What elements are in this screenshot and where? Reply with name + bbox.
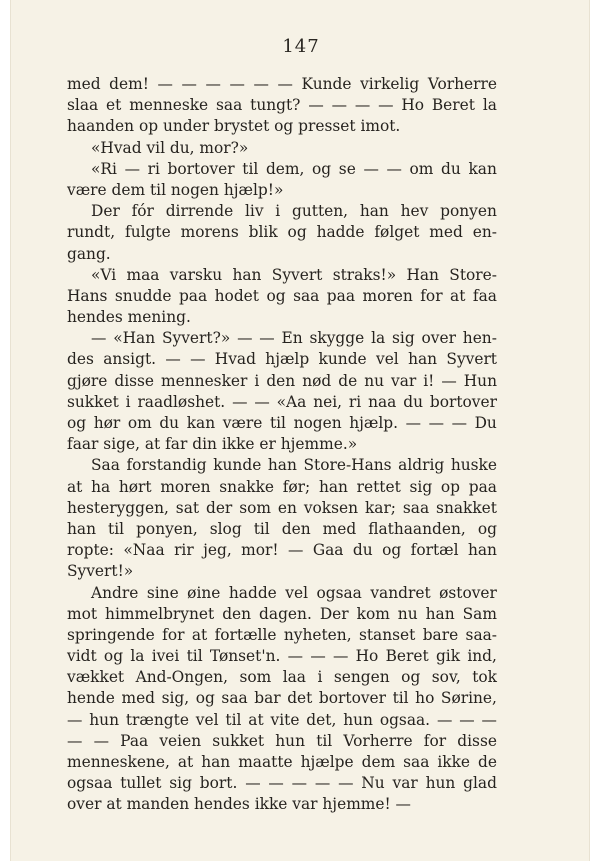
text-line: over at manden hendes ikke var hjemme! —: [67, 795, 411, 814]
text-line: des ansigt. — — Hvad hjælp kunde vel han Syvert: [67, 350, 497, 369]
text-line: med dem! — — — — — — Kunde virkelig Vorherre: [67, 75, 497, 93]
page-edge: [590, 0, 602, 861]
text-line: vidt og la ivei til Tønset'n. — — — Ho Beret gik ind,: [67, 647, 497, 666]
text-line: springende for at fortælle nyheten, stanset bare saa-: [67, 625, 497, 644]
text-line: hende med sig, og saa bar det bortover til ho Sørine,: [67, 689, 497, 708]
text-line: Hans snudde paa hodet og saa paa moren for at faa: [67, 286, 497, 305]
text-line: være dem til nogen hjælp!»: [67, 180, 284, 199]
text-line: — «Han Syvert?» — — En skygge la sig over hen-: [91, 329, 497, 348]
text-line: ropte: «Naa rir jeg, mor! — Gaa du og fortæl han: [67, 541, 497, 560]
text-line: «Ri — ri bortover til dem, og se — — om du kan: [91, 159, 497, 178]
text-line: mot himmelbrynet den dagen. Der kom nu han Sam: [67, 604, 497, 623]
text-line: Saa forstandig kunde han Store-Hans aldrig huske: [91, 456, 497, 475]
text-line: «Hvad vil du, mor?»: [91, 138, 249, 157]
text-line: haanden op under brystet og presset imot.: [67, 117, 401, 136]
text-line: «Vi maa varsku han Syvert straks!» Han Store-: [91, 265, 497, 284]
text-line: at ha hørt moren snakke før; han rettet sig op paa: [67, 477, 497, 496]
text-line: Syvert!»: [67, 562, 134, 581]
text-line: Andre sine øine hadde vel ogsaa vandret østover: [91, 583, 497, 602]
text-line: hendes mening.: [67, 308, 191, 327]
text-line: han til ponyen, slog til den med flathaanden, og: [67, 519, 497, 538]
text-line: gang.: [67, 244, 111, 263]
text-line: og hør om du kan være til nogen hjælp. — — — Du: [67, 414, 497, 432]
text-line: faar sige, at far din ikke er hjemme.»: [67, 435, 358, 454]
text-line: — — Paa veien sukket hun til Vorherre for disse: [67, 731, 497, 750]
text-line: Der fór dirrende liv i gutten, han hev ponyen: [91, 202, 497, 221]
text-line: menneskene, at han maatte hjælpe dem saa ikke de: [67, 753, 497, 771]
text-line: vækket And-Ongen, som laa i sengen og sov, tok: [67, 668, 497, 687]
text-line: ogsaa tullet sig bort. — — — — — Nu var hun glad: [67, 774, 497, 793]
page-number: 147: [282, 36, 320, 57]
text-line: rundt, fulgte morens blik og hadde følget med en-: [67, 223, 497, 242]
body-text: [67, 74, 497, 816]
text-line: sukket i raadløshet. — — «Aa nei, ri naa du bortover: [67, 392, 497, 411]
text-line: — hun trængte vel til at vite det, hun ogsaa. — — —: [67, 710, 497, 729]
text-line: hesteryggen, sat der som en voksen kar; saa snakket: [67, 498, 497, 517]
text-line: slaa et menneske saa tungt? — — — — Ho Beret la: [67, 96, 497, 115]
text-line: gjøre disse mennesker i den nød de nu var i! — Hun: [67, 371, 497, 390]
